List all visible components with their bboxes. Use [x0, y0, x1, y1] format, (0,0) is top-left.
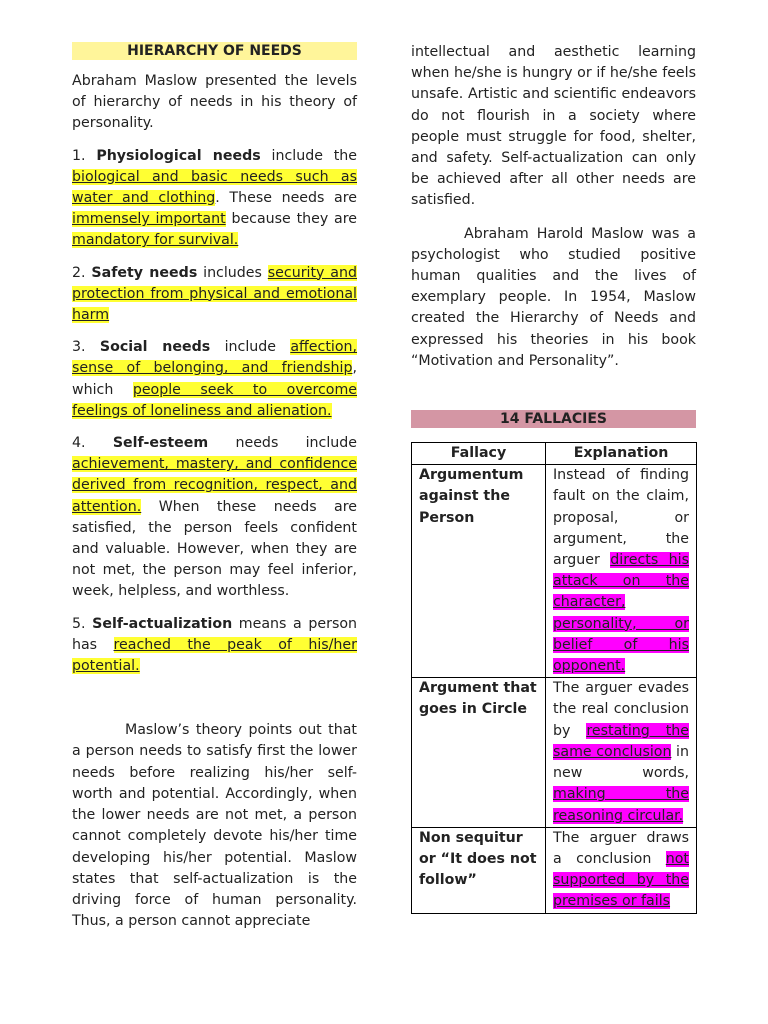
highlight: not supported by the premises or fails [553, 850, 689, 910]
highlight: achievement, mastery, and confidence derived from recognition, respect, and attention. [72, 456, 357, 515]
highlight: directs his attack on the character, personality, or belief of his opponent [553, 552, 689, 675]
header-explanation: Explanation [546, 443, 697, 465]
right-column [411, 42, 696, 914]
fallacies-table [411, 442, 697, 913]
need-social: 3. Social needs include affection, sense of belonging, and friendship, which people seek to overcome feelings of loneliness and alienation. [72, 339, 358, 419]
highlight: immensely important [72, 211, 226, 228]
header-fallacy: Fallacy [412, 443, 546, 465]
highlight: biological and basic needs such as water and clothing [72, 168, 357, 207]
table-row [412, 678, 697, 827]
theory-paragraph: Maslow’s theory points out that a person needs to satisfy first the lower needs before realizing his/her self-worth and potential. Accordingly, when the lower needs are not met, a person cannot completely devote his/her time developing his/her potential. Maslow states that self-actualization is the driving force of human personality. Thus, a person cannot appreciate [72, 722, 357, 930]
bio-paragraph: Abraham Harold Maslow was a psychologist who studied positive human qualities and the lives of exemplary people. In 1954, Maslow created the Hierarchy of Needs and expressed his theories in his book “Motivation and Personality”. [411, 225, 696, 369]
fallacy-explanation: Instead of finding fault on the claim, proposal, or argument, the arguer directs his attack on the character, personality, or belief of his opponent. [546, 465, 697, 678]
intro-paragraph: Abraham Maslow presented the levels of hierarchy of needs in his theory of personality. [72, 73, 357, 132]
need-name: Self-actualization [92, 615, 233, 632]
need-name: Physiological needs [96, 147, 261, 164]
fallacy-name: Argument that goes in Circle [412, 678, 546, 827]
need-safety: 2. Safety needs includes security and protection from physical and emotional harm [72, 264, 357, 324]
highlight: restating the same conclusion [553, 722, 689, 760]
highlight: mandatory for survival. [72, 232, 239, 249]
continuation-paragraph: intellectual and aesthetic learning when he/she is hungry or if he/she feels unsafe. Artistic and scientific endeavors do not flourish in a society where people must struggle for food, shelter, and safety. Self-actualization can only be achieved after all other needs are satisfied. [411, 44, 696, 209]
fallacy-explanation: The arguer evades the real conclusion by restating the same conclusion in new words, making the reasoning circular. [546, 678, 697, 827]
need-physiological: 1. Physiological needs include the biological and basic needs such as water and clothing. These needs are immensely important because they are mandatory for survival. [72, 147, 357, 249]
highlight: people seek to overcome feelings of loneliness and alienation. [72, 381, 357, 419]
hierarchy-title: HIERARCHY OF NEEDS [72, 42, 357, 60]
left-column [72, 42, 357, 943]
fallacy-name: Non sequitur or “It does not follow” [412, 827, 546, 913]
table-header-row [412, 443, 697, 465]
need-name: Social needs [99, 339, 211, 356]
table-row [412, 465, 697, 678]
highlight: making the reasoning circular. [553, 786, 689, 824]
highlight: security and protection from physical and emotional harm [72, 264, 357, 324]
highlight: affection, sense of belonging, and friendship [72, 339, 358, 377]
need-self-actualization: 5. Self-actualization means a person has reached the peak of his/her potential. [72, 615, 358, 675]
need-name: Self-esteem [112, 435, 209, 452]
need-self-esteem: 4. Self-esteem needs include achievement, mastery, and confidence derived from recognition, respect, and attention. When these needs are satisfied, the person feels confident and valuable. However, when they are not met, the person may feel inferior, week, helpless, and worthless. [72, 435, 357, 600]
table-row [412, 827, 697, 913]
highlight: reached the peak of his/her potential. [72, 636, 357, 675]
need-name: Safety needs [91, 264, 198, 281]
fallacies-title: 14 FALLACIES [411, 410, 696, 428]
fallacy-explanation: The arguer draws a conclusion not supported by the premises or fails [546, 827, 697, 913]
fallacy-name: Argumentum against the Person [412, 465, 546, 678]
